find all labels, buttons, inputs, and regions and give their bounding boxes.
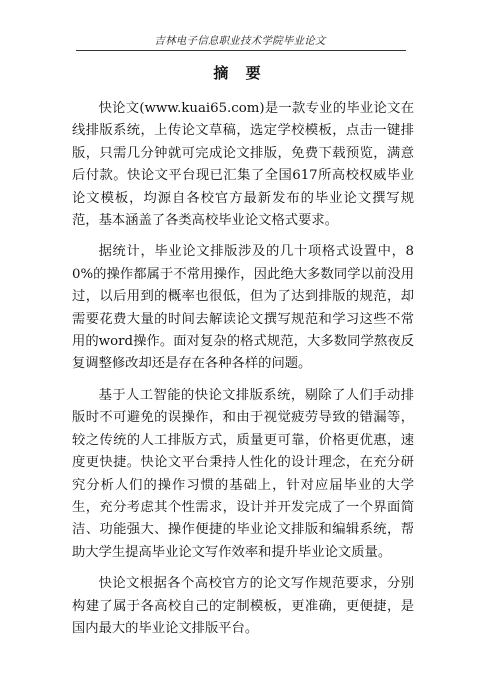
abstract-title: 摘 要 bbox=[213, 64, 267, 82]
abstract-paragraph-4: 快论文根据各个高校官方的论文写作规范要求，分别构建了属于各高校自己的定制模板，更准确，更便捷，是国内最大的毕业论文排版平台。 bbox=[72, 576, 414, 636]
abstract-paragraph-2: 据统计，毕业论文排版涉及的几十项格式设置中，80%的操作都属于不常用操作，因此绝大多数同学以前没用过，以后用到的概率也很低，但为了达到排版的规范，却需要花费大量的时间去解读论文撰写规范和学习这些不常用的word操作。面对复杂的格式规范，大多数同学熬夜反复调整修改却还是存在各种各样的问题。 bbox=[72, 244, 414, 372]
abstract-paragraph-3: 基于人工智能的快论文排版系统，剔除了人们手动排版时不可避免的误操作，和由于视觉疲劳导致的错漏等，较之传统的人工排版方式，质量更可靠，价格更优惠，速度更快捷。快论文平台秉持人性化的设计理念，在充分研究分析人们的操作习惯的基础上，针对应届毕业的大学生，充分考虑其个性需求，设计并开发完成了一个界面简洁、功能强大、操作便捷的毕业论文排版和编辑系统，帮助大学生提高毕业论文写作效率和提升毕业论文质量。 bbox=[72, 387, 414, 560]
abstract-body bbox=[72, 98, 414, 649]
running-header: 吉林电子信息职业技术学院毕业论文 bbox=[154, 35, 326, 47]
abstract-paragraph-1: 快论文(www.kuai65.com)是一款专业的毕业论文在线排版系统，上传论文草稿，选定学校模板，点击一键排版，只需几分钟就可完成论文排版，免费下载预览，满意后付款。快论文平台现已汇集了全国617所高校权威毕业论文模板，均源自各校官方最新发布的毕业论文撰写规范，基本涵盖了各类高校毕业论文格式要求。 bbox=[72, 101, 414, 229]
header-divider bbox=[76, 50, 406, 51]
